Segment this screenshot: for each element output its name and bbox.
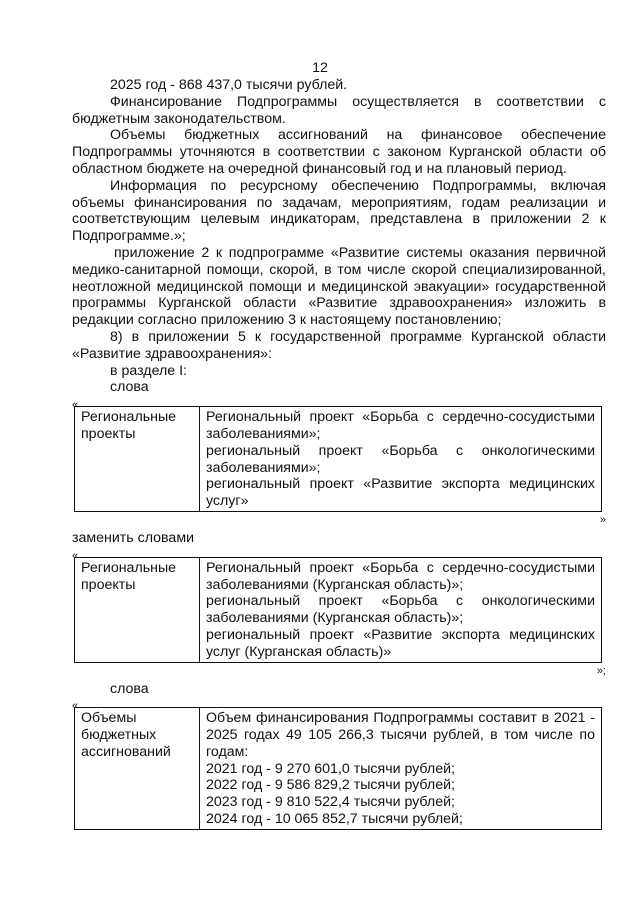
- table-budget-volumes: [74, 707, 602, 830]
- paragraph-2025-amount: 2025 год - 868 437,0 тысячи рублей.: [110, 77, 348, 93]
- paragraph-item-8: 8) в приложении 5 к государственной программе Курганской области «Развитие здравоохранения»:: [72, 328, 606, 362]
- table-row: [75, 708, 602, 830]
- table-line: 2023 год - 9 810 522,4 тысячи рублей;: [206, 794, 455, 811]
- table-line: 2024 год - 10 065 852,7 тысячи рублей;: [206, 811, 463, 828]
- paragraph-replace-with: заменить словами: [72, 529, 195, 546]
- page-number: 12: [312, 60, 328, 76]
- paragraph-words-2: слова: [110, 680, 149, 697]
- paragraph-financing: Финансирование Подпрограммы осуществляется в соответствии с бюджетным законодательством.: [72, 93, 606, 127]
- paragraph-appendix-2: приложение 2 к подпрограмме «Развитие системы оказания первичной медико-санитарной помощи, скорой, в том числе скорой специализированной, неотложной медицинской помощи и медицинской эвакуации» государственной программы Курганской области «Развитие здравоохранения» изложить в редакции согласно приложению 3 к настоящему постановлению;: [72, 244, 606, 329]
- close-quote-2: »;: [596, 664, 606, 677]
- close-quote-1: »: [599, 513, 606, 526]
- paragraph-resource-info: Информация по ресурсному обеспечению Подпрограммы, включая объемы финансирования по задачам, мероприятиям, годам реализации и соответствующим целевым индикаторам, представлена в приложении 2 к Подпрограмме.»;: [72, 177, 606, 245]
- table-line: региональный проект «Борьба с онкологическими заболеваниями (Курганская область)»;: [206, 593, 595, 627]
- table-line: Объем финансирования Подпрограммы составит в 2021 - 2025 годах 49 105 266,3 тысячи рублей, в том числе по годам:: [206, 710, 595, 760]
- table-label-cell: Объемы бюджетных ассигнований: [75, 708, 200, 830]
- table-line: региональный проект «Развитие экспорта медицинских услуг (Курганская область)»: [206, 626, 595, 660]
- table-line: Региональный проект «Борьба с сердечно-сосудистыми заболеваниями (Курганская область)»;: [206, 559, 595, 593]
- table-line: 2022 год - 9 586 829,2 тысячи рублей;: [206, 777, 455, 794]
- table-content-cell: [200, 407, 602, 512]
- open-quote-1: «: [72, 399, 79, 412]
- table-line: Региональный проект «Борьба с сердечно-сосудистыми заболеваниями»;: [206, 409, 595, 442]
- table-regional-projects-old: [74, 406, 602, 512]
- table-line: 2021 год - 9 270 601,0 тысячи рублей;: [206, 760, 455, 777]
- table-content-cell: [200, 708, 602, 830]
- table-line: региональный проект «Борьба с онкологическими заболеваниями»;: [206, 442, 595, 476]
- table-label-cell: Региональные проекты: [75, 557, 200, 662]
- open-quote-3: «: [72, 700, 79, 713]
- table-content-cell: [200, 557, 602, 662]
- table-label-cell: Региональные проекты: [75, 407, 200, 512]
- paragraph-section-1: в разделе I:: [110, 362, 187, 379]
- document-body: [72, 77, 606, 830]
- table-regional-projects-new: [74, 557, 602, 663]
- table-line: региональный проект «Развитие экспорта медицинских услуг»: [206, 476, 595, 510]
- table-row: [75, 557, 602, 662]
- table-row: [75, 407, 602, 512]
- paragraph-words-1: слова: [110, 379, 149, 396]
- paragraph-budget-volumes: Объемы бюджетных ассигнований на финансовое обеспечение Подпрограммы уточняются в соответствии с законом Курганской области об областном бюджете на очередной финансовый год и на плановый период.: [72, 127, 606, 177]
- open-quote-2: «: [72, 549, 79, 562]
